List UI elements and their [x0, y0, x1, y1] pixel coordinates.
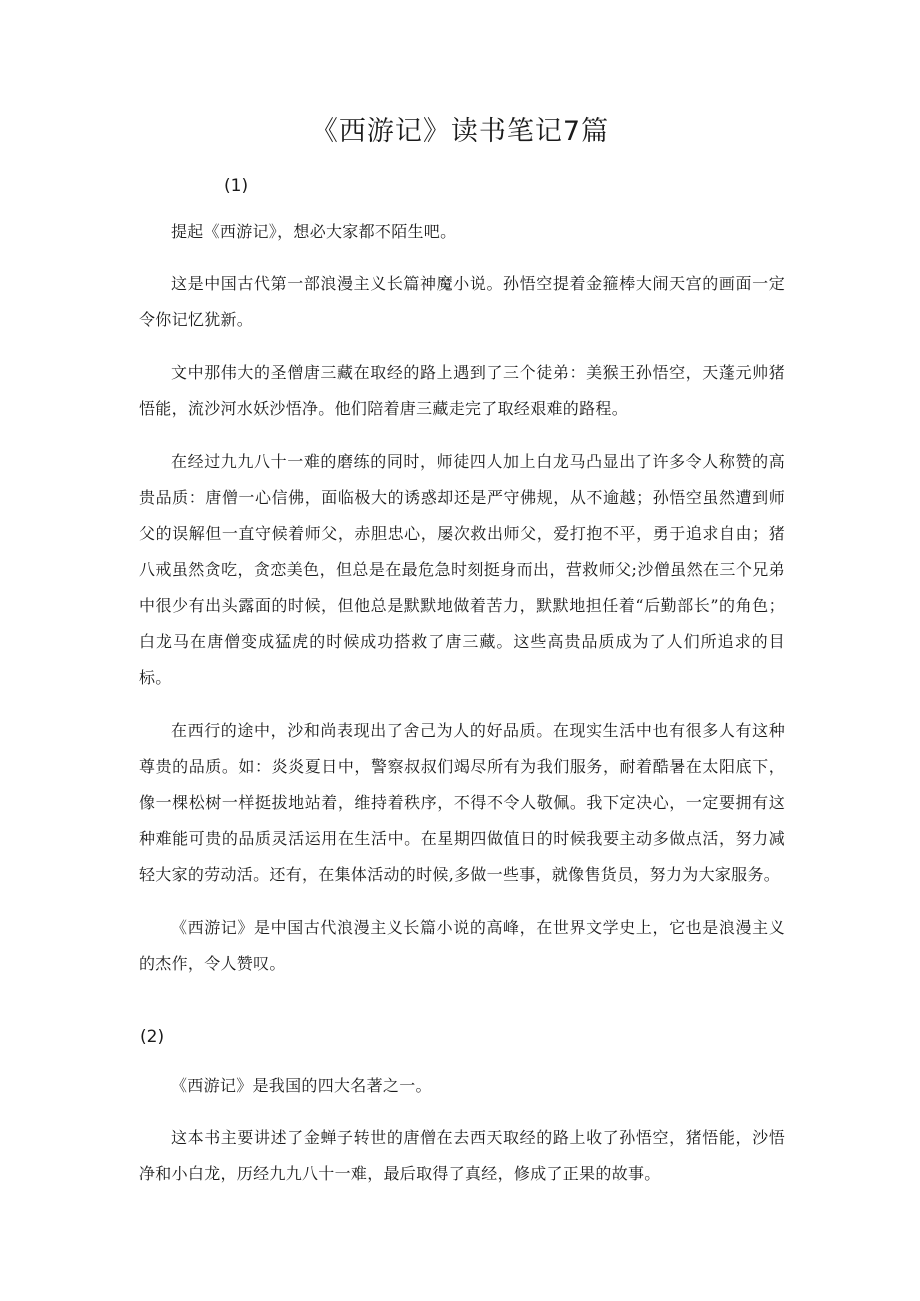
paragraph: 文中那伟大的圣僧唐三藏在取经的路上遇到了三个徒弟：美猴王孙悟空，天蓬元帅猪悟能，流沙河水妖沙悟净。他们陪着唐三藏走完了取经艰难的路程。	[139, 363, 785, 418]
paragraph: 《西游记》是中国古代浪漫主义长篇小说的高峰，在世界文学史上，它也是浪漫主义的杰作，令人赞叹。	[139, 918, 785, 973]
section-label-1: (1)	[224, 176, 249, 196]
paragraph: 在经过九九八十一难的磨练的同时，师徒四人加上白龙马凸显出了许多令人称赞的高贵品质：唐僧一心信佛，面临极大的诱惑却还是严守佛规，从不逾越；孙悟空虽然遭到师父的误解但一直守候着师父，赤胆忠心，屡次救出师父，爱打抱不平，勇于追求自由；猪八戒虽然贪吃，贪恋美色，但总是在最危急时刻挺身而出，营救师父;沙僧虽然在三个兄弟中很少有出头露面的时候，但他总是默默地做着苦力，默默地担任着“后勤部长”的角色；白龙马在唐僧变成猛虎的时候成功搭救了唐三藏。这些高贵品质成为了人们所追求的目标。	[139, 452, 785, 687]
paragraph: 这本书主要讲述了金蝉子转世的唐僧在去西天取经的路上收了孙悟空，猪悟能，沙悟净和小白龙，历经九九八十一难，最后取得了真经，修成了正果的故事。	[139, 1128, 785, 1183]
section-2-body	[139, 1068, 785, 1209]
paragraph: 这是中国古代第一部浪漫主义长篇神魔小说。孙悟空提着金箍棒大闹天宫的画面一定令你记忆犹新。	[139, 274, 785, 329]
paragraph: 在西行的途中，沙和尚表现出了舍己为人的好品质。在现实生活中也有很多人有这种尊贵的品质。如：炎炎夏日中，警察叔叔们竭尽所有为我们服务，耐着酷暑在太阳底下，像一棵松树一样挺拔地站着，维持着秩序，不得不令人敬佩。我下定决心，一定要拥有这种难能可贵的品质灵活运用在生活中。在星期四做值日的时候我要主动多做点活，努力减轻大家的劳动活。还有，在集体活动的时候,多做一些事，就像售货员，努力为大家服务。	[139, 721, 785, 884]
paragraph: 提起《西游记》，想必大家都不陌生吧。	[171, 222, 457, 241]
document-title: 《西游记》读书笔记7篇	[310, 116, 610, 147]
section-1-body	[139, 214, 785, 999]
paragraph: 《西游记》是我国的四大名著之一。	[171, 1076, 432, 1095]
section-label-2: (2)	[140, 1027, 165, 1047]
